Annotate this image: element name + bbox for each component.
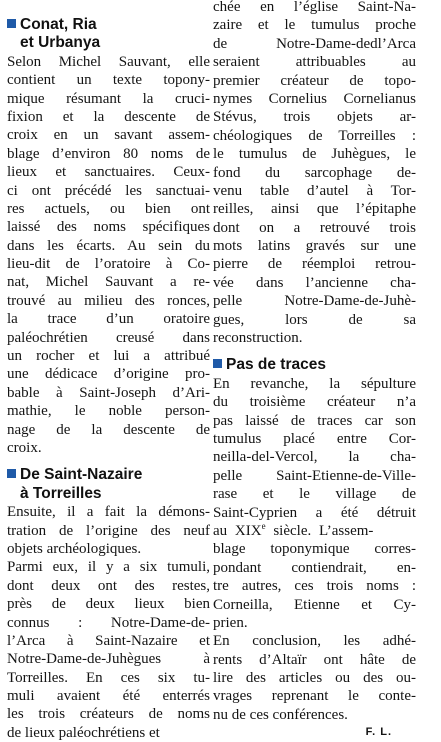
square-bullet-icon [7, 469, 16, 478]
section-body [213, 375, 416, 724]
text-line: ci ont précédé les sanctuai- [7, 182, 210, 199]
text-line: de lieux paléochrétiens et [7, 724, 160, 741]
text-line: trouvé au milieu des ronces, [7, 292, 210, 309]
left-column [7, 16, 210, 742]
text-line: En revanche, la sépulture [213, 375, 416, 392]
section-heading-continued: à Torreilles [20, 484, 102, 502]
text-line: pelle Saint-Etienne-de-Ville- [213, 467, 416, 484]
text-line: chéologiques de Torreilles : [213, 127, 416, 144]
text-line: mots latins gravés sur une [213, 238, 416, 255]
text-line: Stévus, trois objets ar- [213, 109, 416, 126]
text-line: neilla-del-Vercol, la cha- [213, 449, 416, 466]
text-line: connus : Notre-Dame-de- [7, 614, 210, 631]
section-heading-continued: et Urbanya [20, 34, 101, 52]
text-line: tre autres, ces trois noms : [213, 578, 416, 595]
text-line: muli avaient été enterrés [7, 688, 210, 705]
text-line: pondant contiendrait, en- [213, 559, 416, 576]
text-line: Ensuite, il a fait la démons- [7, 504, 210, 521]
text-line: un rocher et lui a attribué [7, 348, 210, 365]
text-line: Selon Michel Sauvant, elle [7, 53, 210, 70]
text-line: rents d’Altaïr ont hâte de [213, 651, 416, 668]
text-line: pelle Notre-Dame-de-Juhè- [213, 293, 416, 310]
section-body [7, 53, 210, 458]
text-line: rase et le village de [213, 486, 416, 503]
text-line: croix en un savant assem- [7, 127, 210, 144]
text-line: nat, Michel Sauvant a re- [7, 274, 210, 291]
text-line: laissé des noms spécifiques [7, 219, 210, 236]
text-line: de Notre-Dame-dedl’Arca [213, 35, 416, 52]
text-line: Torreilles. En ces six tu- [7, 669, 210, 686]
square-bullet-icon [7, 19, 16, 28]
text-line: dont on a retrouvé trois [213, 219, 416, 236]
text-line: bable à Saint-Joseph d’Ari- [7, 384, 210, 401]
text-line: reilles, ainsi que l’épitaphe [213, 201, 416, 218]
text-line: près de deux lieux bien [7, 596, 210, 613]
text-line: mathie, le noble person- [7, 403, 210, 420]
text-line: nu de ces conférences. [213, 706, 348, 723]
text-line: au XIXe siècle. L’assem- [213, 521, 374, 539]
text-line: la trace d’un oratoire [7, 311, 210, 328]
text-line: l’Arca à Saint-Nazaire et [7, 632, 210, 649]
text-line: lieux et sanctuaires. Ceux- [7, 164, 210, 181]
text-line: fixion et la descente de [7, 108, 210, 125]
square-bullet-icon [213, 359, 222, 368]
text-line: pierre de réemploi retrou- [213, 256, 416, 273]
text-line: vrages reprenant le conte- [213, 688, 416, 705]
text-line: tumulus placé entre Cor- [213, 430, 416, 447]
text-line: prien. [213, 614, 248, 631]
right-column [213, 0, 416, 740]
section-heading: De Saint-Nazaire [7, 466, 210, 484]
text-line: venu table d’autel à Tor- [213, 182, 416, 199]
text-line: En conclusion, les adhé- [213, 633, 416, 650]
text-line: dont deux ont des restes, [7, 577, 210, 594]
text-line: paléochrétien creusé dans [7, 329, 210, 346]
text-line: une dédicace d’origine pro- [7, 366, 210, 383]
text-line: chée en l’église Saint-Na- [213, 0, 416, 15]
text-line: croix. [7, 439, 42, 456]
text-line: dans les écarts. Au sein du [7, 237, 210, 254]
text-line: blage toponymique corres- [213, 541, 416, 558]
text-line: contient un texte topony- [7, 72, 210, 89]
author-signature: F. L. [365, 726, 392, 739]
text-line: Parmi eux, il y a six tumuli, [7, 559, 210, 576]
text-line: zaire et le tumulus proche [213, 17, 416, 34]
text-line: lire des articles ou des ou- [213, 670, 416, 687]
text-line: Notre-Dame-de-Juhègues à [7, 651, 210, 668]
text-line: seraient attribuables au [213, 54, 416, 71]
text-line: gues, lors de sa [213, 311, 416, 328]
text-line: fond du sarcophage de- [213, 164, 416, 181]
text-line: objets archéologiques. [7, 540, 142, 557]
text-line: nage de la descente de [7, 421, 210, 438]
text-line: nymes Cornelius Cornelianus [213, 90, 416, 107]
text-line: res actuels, ou bien ont [7, 200, 210, 217]
text-line: lieu-dit de l’oratoire à Co- [7, 256, 210, 273]
text-line: Corneilla, Etienne et Cy- [213, 596, 416, 613]
text-line: tration de l’origine des neuf [7, 522, 210, 539]
section-body [7, 503, 210, 742]
text-line: le tumulus de Juhègues, le [213, 146, 416, 163]
section-heading: Pas de traces [213, 356, 416, 374]
text-line: reconstruction. [213, 330, 303, 347]
section-heading: Conat, Ria [7, 16, 210, 34]
text-line: vée dans l’ancienne cha- [213, 274, 416, 291]
text-line: pas laissé de traces car son [213, 412, 416, 429]
text-line: du troisième créateur n’a [213, 394, 416, 411]
text-line: mique résumant la cruci- [7, 90, 210, 107]
text-line: blage d’environ 80 noms de [7, 145, 210, 162]
text-line: les trois créateurs de noms [7, 706, 210, 723]
text-line: premier créateur de topo- [213, 72, 416, 89]
section-body [213, 0, 416, 347]
text-line: Saint-Cyprien a été détruit [213, 504, 416, 521]
